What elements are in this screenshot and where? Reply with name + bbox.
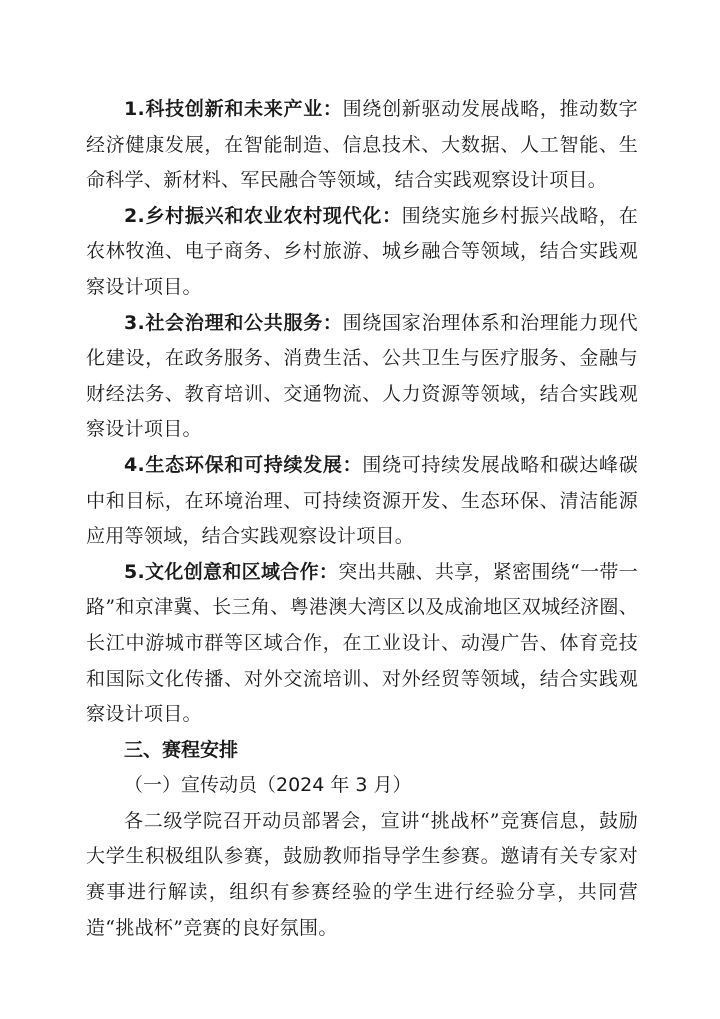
item-1 xyxy=(86,92,638,199)
item-3-body: 围绕国家治理体系和治理能力现代化建设，在政务服务、消费生活、公共卫生与医疗服务、金融与财经法务、教育培训、交通物流、人力资源等领域，结合实践观察设计项目。 xyxy=(86,311,638,441)
item-4 xyxy=(86,448,638,555)
item-5-body: 突出共融、共享，紧密围绕“一带一路”和京津冀、长三角、粤港澳大湾区以及成渝地区双城经济圈、长江中游城市群等区域合作，在工业设计、动漫广告、体育竞技和国际文化传播、对外交流培训、对外经贸等领域，结合实践观察设计项目。 xyxy=(86,560,639,726)
item-4-lead: 4.生态环保和可持续发展： xyxy=(124,453,363,476)
document-body xyxy=(86,92,638,946)
section-body: 各二级学院召开动员部署会，宣讲“挑战杯”竞赛信息，鼓励大学生积极组队参赛，鼓励教师指导学生参赛。邀请有关专家对赛事进行解读，组织有参赛经验的学生进行经验分享，共同营造“挑战杯”竞赛的良好氛围。 xyxy=(86,809,638,939)
item-4-body: 围绕可持续发展战略和碳达峰碳中和目标，在环境治理、可持续资源开发、生态环保、清洁能源应用等领域，结合实践观察设计项目。 xyxy=(86,453,638,548)
item-2-lead: 2.乡村振兴和农业农村现代化： xyxy=(124,204,402,227)
item-1-body: 围绕创新驱动发展战略，推动数字经济健康发展，在智能制造、信息技术、大数据、人工智能、生命科学、新材料、军民融合等领域，结合实践观察设计项目。 xyxy=(86,98,638,192)
item-3-lead: 3.社会治理和公共服务： xyxy=(124,311,343,334)
section-heading: 三、赛程安排 xyxy=(124,738,239,761)
item-3 xyxy=(86,306,638,448)
item-5 xyxy=(86,555,638,733)
item-2 xyxy=(86,199,638,306)
item-2-body: 围绕实施乡村振兴战略，在农林牧渔、电子商务、乡村旅游、城乡融合等领域，结合实践观察设计项目。 xyxy=(86,204,638,298)
item-1-lead: 1.科技创新和未来产业： xyxy=(124,98,343,120)
item-5-lead: 5.文化创意和区域合作： xyxy=(124,560,339,583)
section-subheading: （一）宣传动员（2024 年 3 月） xyxy=(124,774,412,797)
